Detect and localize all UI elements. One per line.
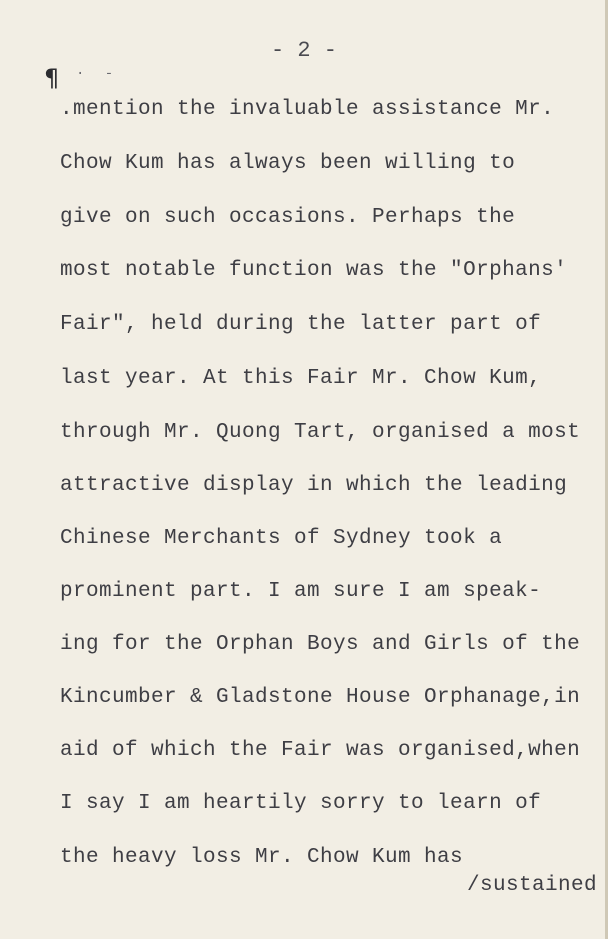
- text-line: .mention the invaluable assistance Mr.: [60, 98, 555, 121]
- catchword: /sustained: [466, 874, 597, 897]
- text-line: Chow Kum has always been willing to: [60, 152, 516, 175]
- paragraph-mark-icon: ¶: [44, 64, 60, 92]
- text-line: ing for the Orphan Boys and Girls of the: [60, 633, 581, 656]
- text-line: most notable function was the "Orphans': [60, 259, 568, 282]
- text-line: prominent part. I am sure I am speak-: [60, 580, 542, 603]
- page-number: - 2 -: [270, 38, 337, 63]
- text-line: the heavy loss Mr. Chow Kum has: [60, 846, 464, 869]
- text-line: last year. At this Fair Mr. Chow Kum,: [60, 367, 542, 390]
- text-line: through Mr. Quong Tart, organised a most: [60, 421, 581, 444]
- text-line: aid of which the Fair was organised,when: [60, 739, 581, 762]
- mark-dots: · -: [76, 66, 120, 82]
- text-line: attractive display in which the leading: [60, 474, 568, 497]
- text-line: I say I am heartily sorry to learn of: [60, 792, 542, 815]
- text-line: Chinese Merchants of Sydney took a: [60, 527, 503, 550]
- text-line: Fair", held during the latter part of: [60, 313, 542, 336]
- text-line: Kincumber & Gladstone House Orphanage,in: [60, 686, 581, 709]
- text-line: give on such occasions. Perhaps the: [60, 206, 516, 229]
